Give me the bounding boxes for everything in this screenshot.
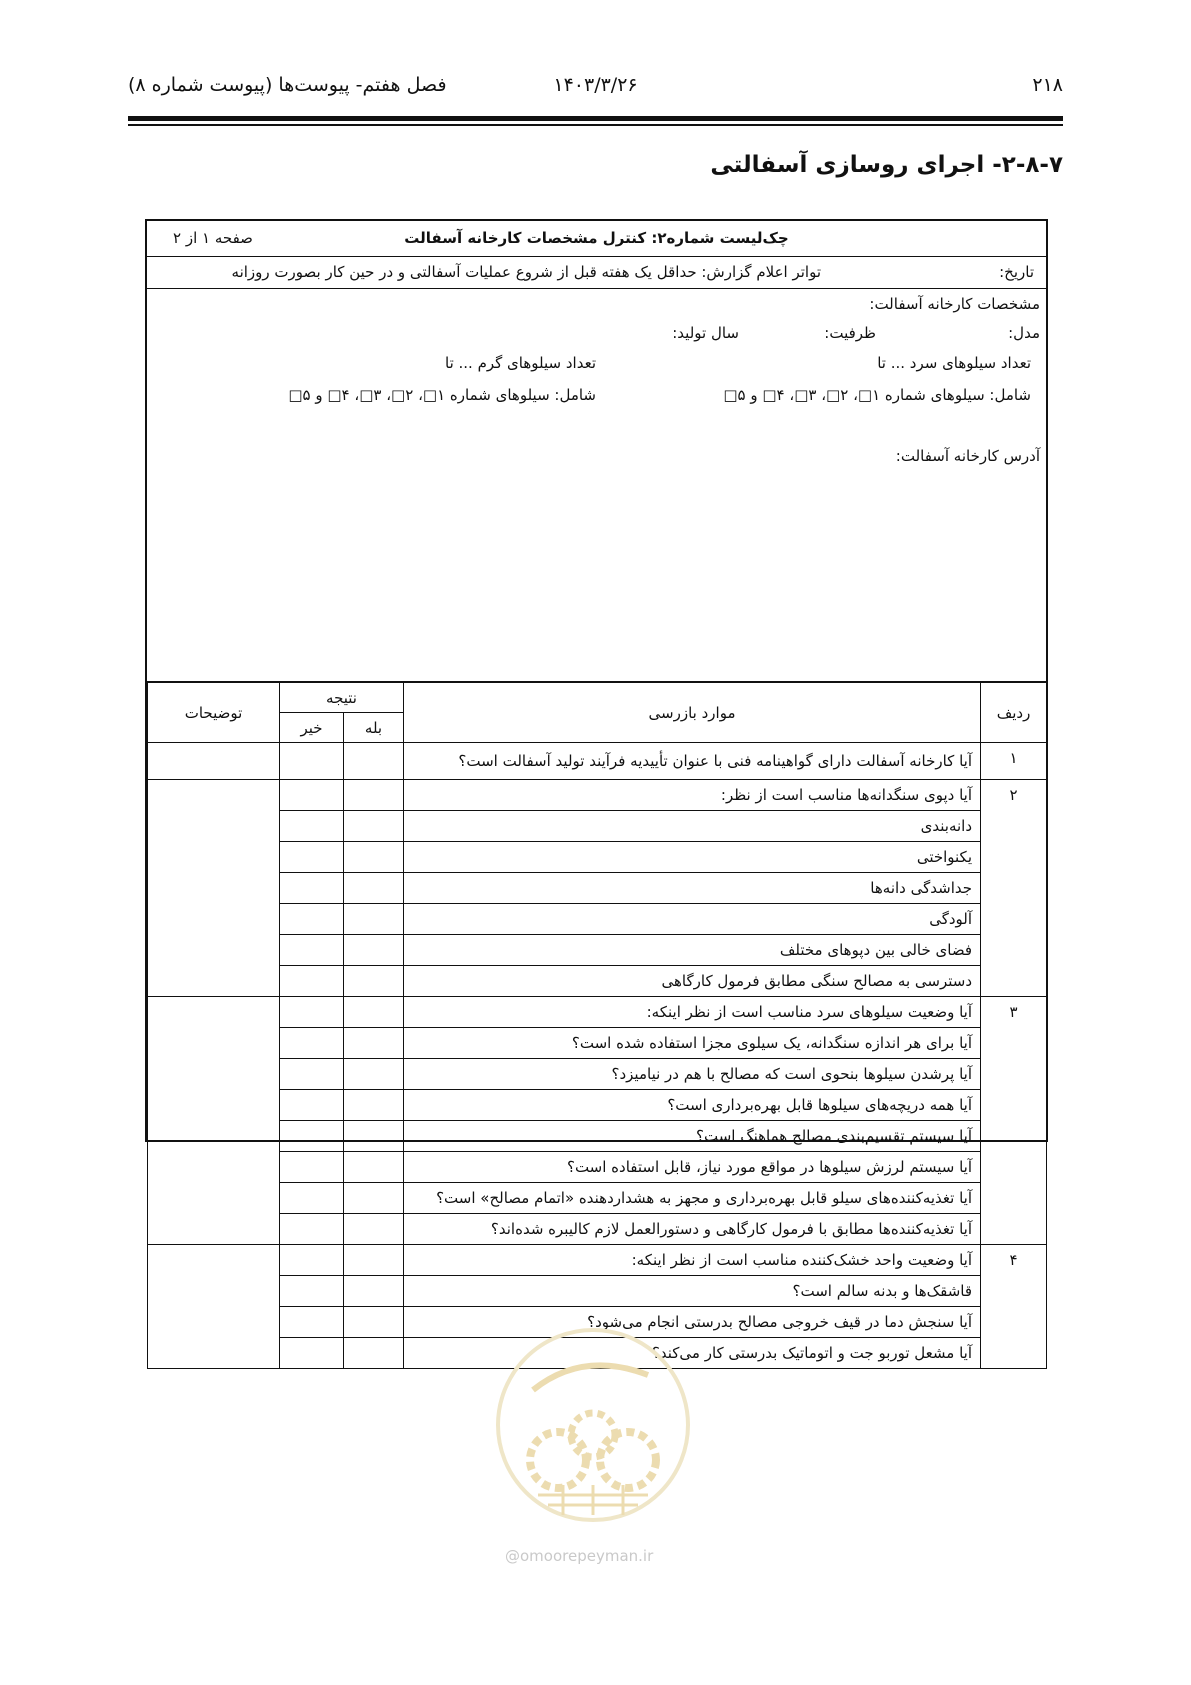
table-row (148, 1214, 1047, 1245)
year-label: سال تولید: (672, 324, 739, 342)
inspection-item: آیا برای هر اندازه سنگدانه، یک سیلوی مجزا استفاده شده است؟ (404, 1028, 981, 1059)
table-header-row (148, 683, 1047, 713)
result-yes-cell[interactable] (344, 1059, 404, 1090)
header-items: موارد بازرسی (404, 683, 981, 743)
hot-silos-count: تعداد سیلوهای گرم ... تا (445, 354, 596, 372)
result-no-cell[interactable] (280, 1338, 344, 1369)
inspection-item: جداشدگی دانه‌ها (404, 873, 981, 904)
inspection-item: آیا کارخانه آسفالت دارای گواهینامه فنی با عنوان تأییدیه فرآیند تولید آسفالت است؟ (404, 743, 981, 780)
result-no-cell[interactable] (280, 935, 344, 966)
result-no-cell[interactable] (280, 904, 344, 935)
table-row (148, 966, 1047, 997)
notes-cell[interactable] (148, 997, 280, 1245)
result-yes-cell[interactable] (344, 1090, 404, 1121)
checklist-title: چک‌لیست شماره۲: کنترل مشخصات کارخانه آسفالت (404, 229, 789, 247)
table-row (148, 811, 1047, 842)
result-no-cell[interactable] (280, 1121, 344, 1152)
result-no-cell[interactable] (280, 966, 344, 997)
table-row (148, 1245, 1047, 1276)
page-number: ۲۱۸ (1032, 74, 1063, 96)
inspection-item: آیا مشعل توربو جت و اتوماتیک بدرستی کار می‌کند؟ (404, 1338, 981, 1369)
table-row (148, 780, 1047, 811)
inspection-item: فضای خالی بین دپوهای مختلف (404, 935, 981, 966)
header-no: خیر (280, 713, 344, 743)
section-title: ۲-۸-۷- اجرای روسازی آسفالتی (710, 152, 1063, 178)
table-row (148, 1090, 1047, 1121)
notes-cell[interactable] (148, 743, 280, 780)
watermark-seal-icon (488, 1320, 698, 1530)
result-yes-cell[interactable] (344, 1276, 404, 1307)
header-rule-thin (128, 124, 1063, 126)
page-of: صفحه ۱ از ۲ (173, 229, 253, 247)
checklist-frame (145, 219, 1048, 1362)
result-no-cell[interactable] (280, 1214, 344, 1245)
inspection-item: آیا تغذیه‌کننده‌ها مطابق با فرمول کارگاهی و دستورالعمل لازم کالیبره شده‌اند؟ (404, 1214, 981, 1245)
row-number: ۲ (981, 780, 1047, 997)
result-yes-cell[interactable] (344, 1152, 404, 1183)
inspection-item: آیا پرشدن سیلوها بنحوی است که مصالح با هم در نیامیزد؟ (404, 1059, 981, 1090)
plant-specs-block (147, 289, 1046, 1362)
notes-cell[interactable] (148, 1245, 280, 1369)
inspection-item: آیا سیستم لرزش سیلوها در مواقع مورد نیاز، قابل استفاده است؟ (404, 1152, 981, 1183)
result-no-cell[interactable] (280, 997, 344, 1028)
plant-specs-label: مشخصات کارخانه آسفالت: (869, 295, 1040, 313)
result-no-cell[interactable] (280, 743, 344, 780)
header-date: ۱۴۰۳/۳/۲۶ (553, 74, 638, 96)
result-no-cell[interactable] (280, 811, 344, 842)
table-row (148, 904, 1047, 935)
result-no-cell[interactable] (280, 1276, 344, 1307)
table-body (148, 743, 1047, 1369)
inspection-item: آیا تغذیه‌کننده‌های سیلو قابل بهره‌برداری و مجهز به هشداردهنده «اتمام مصالح» است؟ (404, 1183, 981, 1214)
inspection-item: قاشقک‌ها و بدنه سالم است؟ (404, 1276, 981, 1307)
table-row (148, 743, 1047, 780)
checklist-title-row (147, 221, 1046, 257)
result-no-cell[interactable] (280, 1307, 344, 1338)
inspection-item: یکنواختی (404, 842, 981, 873)
result-yes-cell[interactable] (344, 997, 404, 1028)
cold-silos-count: تعداد سیلوهای سرد ... تا (877, 354, 1031, 372)
cold-silos-include: شامل: سیلوهای شماره ۱□، ۲□، ۳□، ۴□ و ۵□ (723, 386, 1031, 404)
table-row (148, 1152, 1047, 1183)
chapter-title: فصل هفتم- پیوست‌ها (پیوست شماره ۸) (128, 74, 447, 96)
result-yes-cell[interactable] (344, 904, 404, 935)
header-yes: بله (344, 713, 404, 743)
row-number: ۴ (981, 1245, 1047, 1369)
result-yes-cell[interactable] (344, 873, 404, 904)
capacity-label: ظرفیت: (824, 324, 876, 342)
header-notes: توضیحات (148, 683, 280, 743)
result-no-cell[interactable] (280, 842, 344, 873)
result-yes-cell[interactable] (344, 811, 404, 842)
inspection-item: آیا سنجش دما در قیف خروجی مصالح بدرستی انجام می‌شود؟ (404, 1307, 981, 1338)
row-number: ۱ (981, 743, 1047, 780)
result-yes-cell[interactable] (344, 743, 404, 780)
result-yes-cell[interactable] (344, 1245, 404, 1276)
inspection-item: آیا وضعیت سیلوهای سرد مناسب است از نظر اینکه: (404, 997, 981, 1028)
header-result: نتیجه (280, 683, 404, 713)
table-row (148, 935, 1047, 966)
inspection-item: آیا سیستم تقسیم‌بندی مصالح هماهنگ است؟ (404, 1121, 981, 1152)
result-no-cell[interactable] (280, 1059, 344, 1090)
table-row (148, 1183, 1047, 1214)
result-no-cell[interactable] (280, 1183, 344, 1214)
watermark-url: @omoorepeyman.ir (505, 1547, 654, 1565)
header-rule-thick (128, 116, 1063, 121)
result-no-cell[interactable] (280, 1152, 344, 1183)
result-no-cell[interactable] (280, 1090, 344, 1121)
notes-cell[interactable] (148, 780, 280, 997)
address-label: آدرس کارخانه آسفالت: (895, 447, 1040, 465)
header-row-number: ردیف (981, 683, 1047, 743)
table-row (148, 873, 1047, 904)
result-yes-cell[interactable] (344, 842, 404, 873)
result-yes-cell[interactable] (344, 1338, 404, 1369)
result-yes-cell[interactable] (344, 780, 404, 811)
result-yes-cell[interactable] (344, 966, 404, 997)
inspection-item: دانه‌بندی (404, 811, 981, 842)
inspection-table (147, 682, 1047, 1369)
table-row (148, 997, 1047, 1028)
result-no-cell[interactable] (280, 1028, 344, 1059)
result-no-cell[interactable] (280, 780, 344, 811)
date-label: تاریخ: (999, 263, 1034, 281)
hot-silos-include: شامل: سیلوهای شماره ۱□، ۲□، ۳□، ۴□ و ۵□ (288, 386, 596, 404)
row-number: ۳ (981, 997, 1047, 1245)
table-row (148, 842, 1047, 873)
page-header (128, 74, 1063, 108)
inspection-item: آلودگی (404, 904, 981, 935)
result-yes-cell[interactable] (344, 1028, 404, 1059)
result-yes-cell[interactable] (344, 1214, 404, 1245)
report-frequency: تواتر اعلام گزارش: حداقل یک هفته قبل از شروع عملیات آسفالتی و در حین کار بصورت روزانه (231, 263, 821, 281)
inspection-item: آیا وضعیت واحد خشک‌کننده مناسب است از نظر اینکه: (404, 1245, 981, 1276)
result-yes-cell[interactable] (344, 1121, 404, 1152)
inspection-item: دسترسی به مصالح سنگی مطابق فرمول کارگاهی (404, 966, 981, 997)
result-yes-cell[interactable] (344, 1183, 404, 1214)
result-no-cell[interactable] (280, 873, 344, 904)
result-yes-cell[interactable] (344, 935, 404, 966)
model-label: مدل: (1008, 324, 1040, 342)
inspection-item: آیا دپوی سنگدانه‌ها مناسب است از نظر: (404, 780, 981, 811)
table-row (148, 1059, 1047, 1090)
table-row (148, 1028, 1047, 1059)
table-row (148, 1121, 1047, 1152)
result-no-cell[interactable] (280, 1245, 344, 1276)
report-row (147, 257, 1046, 289)
inspection-item: آیا همه دریچه‌های سیلوها قابل بهره‌برداری است؟ (404, 1090, 981, 1121)
table-row (148, 1276, 1047, 1307)
result-yes-cell[interactable] (344, 1307, 404, 1338)
